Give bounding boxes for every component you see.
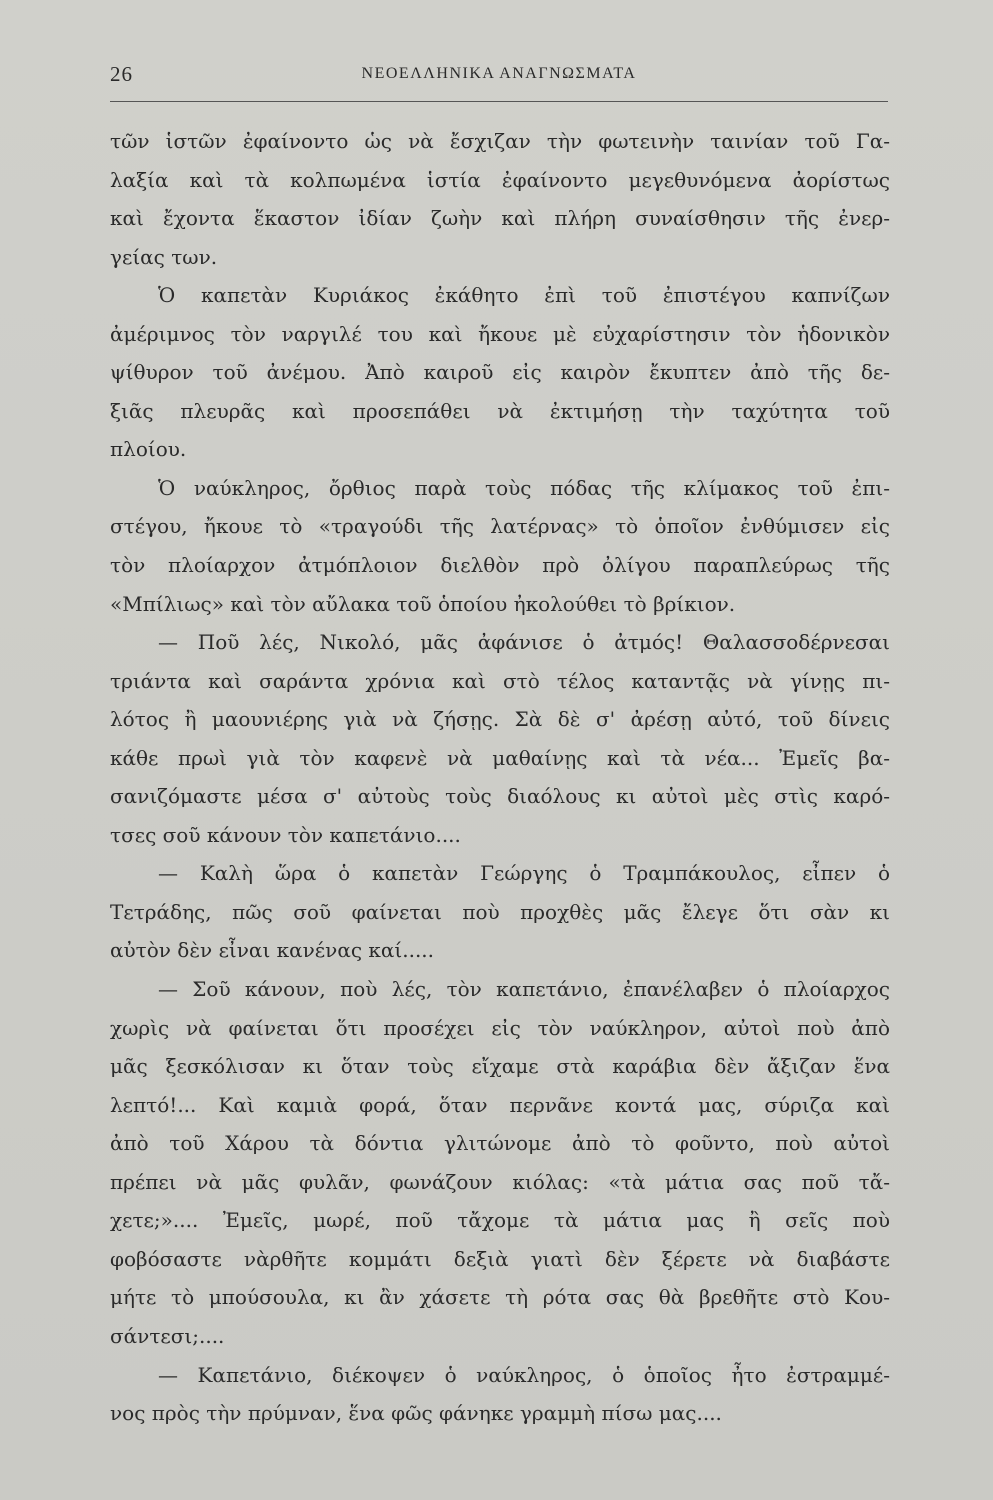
text-line: τριάντα καὶ σαράντα χρόνια καὶ στὸ τέλος καταντᾷς νὰ γίνῃς πι- — [110, 668, 890, 693]
text-line: πρέπει νὰ μᾶς φυλᾶν, φωνάζουν κιόλας: «τὰ μάτια σας ποῦ τἄ- — [110, 1169, 890, 1194]
body-text — [110, 122, 890, 1433]
text-line: Τετράδης, πῶς σοῦ φαίνεται ποὺ προχθὲς μᾶς ἔλεγε ὅτι σὰν κι — [110, 899, 890, 924]
text-line: στέγου, ἤκουε τὸ «τραγούδι τῆς λατέρνας» τὸ ὁποῖον ἐνθύμισεν εἰς — [110, 514, 890, 539]
text-line: σανιζόμαστε μέσα σ' αὐτοὺς τοὺς διαόλους κι αὐτοὶ μὲς στὶς καρό- — [110, 784, 890, 809]
text-line: — Σοῦ κάνουν, ποὺ λές, τὸν καπετάνιο, ἐπανέλαβεν ὁ πλοίαρχος — [158, 977, 890, 1002]
page-header — [110, 62, 888, 92]
text-line: κάθε πρωὶ γιὰ τὸν καφενὲ νὰ μαθαίνῃς καὶ τὰ νέα... Ἐμεῖς βα- — [110, 745, 890, 770]
text-line: τσες σοῦ κάνουν τὸν καπετάνιο.... — [110, 822, 461, 847]
text-line: λότος ἢ μαουνιέρης γιὰ νὰ ζήσῃς. Σὰ δὲ σ' ἀρέσῃ αὐτό, τοῦ δίνεις — [110, 707, 890, 732]
text-line: μᾶς ξεσκόλισαν κι ὅταν τοὺς εἴχαμε στὰ καράβια δὲν ἄξιζαν ἕνα — [110, 1054, 890, 1079]
text-line: — Καπετάνιο, διέκοψεν ὁ ναύκληρος, ὁ ὁποῖος ἦτο ἐστραμμέ- — [158, 1362, 890, 1387]
text-line: τῶν ἱστῶν ἐφαίνοντο ὡς νὰ ἔσχιζαν τὴν φωτεινὴν ταινίαν τοῦ Γα- — [110, 129, 890, 153]
text-line: τὸν πλοίαρχον ἀτμόπλοιον διελθὸν πρὸ ὀλίγου παραπλεύρως τῆς — [110, 553, 890, 578]
text-line: «Μπίλιως» καὶ τὸν αὔλακα τοῦ ὁποίου ἠκολούθει τὸ βρίκιον. — [110, 591, 736, 616]
text-line: αὐτὸν δὲν εἶναι κανένας καί..... — [110, 938, 435, 963]
text-line: σάντεσι;.... — [110, 1323, 225, 1348]
text-line: Ὁ ναύκληρος, ὄρθιος παρὰ τοὺς πόδας τῆς κλίμακος τοῦ ἐπι- — [158, 475, 890, 500]
text-line: Ὁ καπετὰν Κυριάκος ἐκάθητο ἐπὶ τοῦ ἐπιστέγου καπνίζων — [158, 283, 890, 308]
text-line: ἀμέριμνος τὸν ναργιλέ του καὶ ἤκουε μὲ εὐχαρίστησιν τὸν ἡδονικὸν — [110, 321, 890, 346]
running-head: ΝΕΟΕΛΛΗΝΙΚΑ ΑΝΑΓΝΩΣΜΑΤΑ — [361, 65, 637, 82]
page-number: 26 — [110, 62, 133, 86]
text-line: φοβόσαστε νὰρθῆτε κομμάτι δεξιὰ γιατὶ δὲν ξέρετε νὰ διαβάστε — [110, 1246, 890, 1271]
text-line: ψίθυρον τοῦ ἀνέμου. Ἀπὸ καιροῦ εἰς καιρὸν ἔκυπτεν ἀπὸ τῆς δε- — [110, 360, 890, 385]
text-line: ἀπὸ τοῦ Χάρου τὰ δόντια γλιτώνομε ἀπὸ τὸ φοῦντο, ποὺ αὐτοὶ — [110, 1131, 890, 1156]
text-line: λαξία καὶ τὰ κολπωμένα ἱστία ἐφαίνοντο μεγεθυνόμενα ἀορίστως — [110, 167, 890, 192]
text-line: χετε;».... Ἐμεῖς, μωρέ, ποῦ τἄχομε τὰ μάτια μας ἢ σεῖς ποὺ — [110, 1208, 890, 1233]
text-line: λεπτό!... Καὶ καμιὰ φορά, ὅταν περνᾶνε κοντά μας, σύριζα καὶ — [110, 1092, 890, 1117]
text-line: χωρὶς νὰ φαίνεται ὅτι προσέχει εἰς τὸν ναύκληρον, αὐτοὶ ποὺ ἀπὸ — [110, 1015, 890, 1040]
text-line: — Ποῦ λές, Νικολό, μᾶς ἀφάνισε ὁ ἀτμός! Θαλασσοδέρνεσαι — [158, 630, 890, 655]
header-rule — [110, 101, 888, 102]
text-line: γείας των. — [110, 244, 218, 269]
text-line: νος πρὸς τὴν πρύμναν, ἕνα φῶς φάνηκε γραμμὴ πίσω μας.... — [110, 1401, 722, 1426]
text-line: — Καλὴ ὥρα ὁ καπετὰν Γεώργης ὁ Τραμπάκουλος, εἶπεν ὁ — [158, 861, 890, 886]
text-line: ξιᾶς πλευρᾶς καὶ προσεπάθει νὰ ἐκτιμήσῃ τὴν ταχύτητα τοῦ — [110, 398, 890, 423]
text-line: πλοίου. — [110, 437, 187, 462]
text-line: καὶ ἔχοντα ἕκαστον ἰδίαν ζωὴν καὶ πλήρη συναίσθησιν τῆς ἐνερ- — [110, 206, 890, 231]
text-line: μήτε τὸ μπούσουλα, κι ἂν χάσετε τὴ ρότα σας θὰ βρεθῆτε στὸ Κου- — [110, 1285, 890, 1310]
